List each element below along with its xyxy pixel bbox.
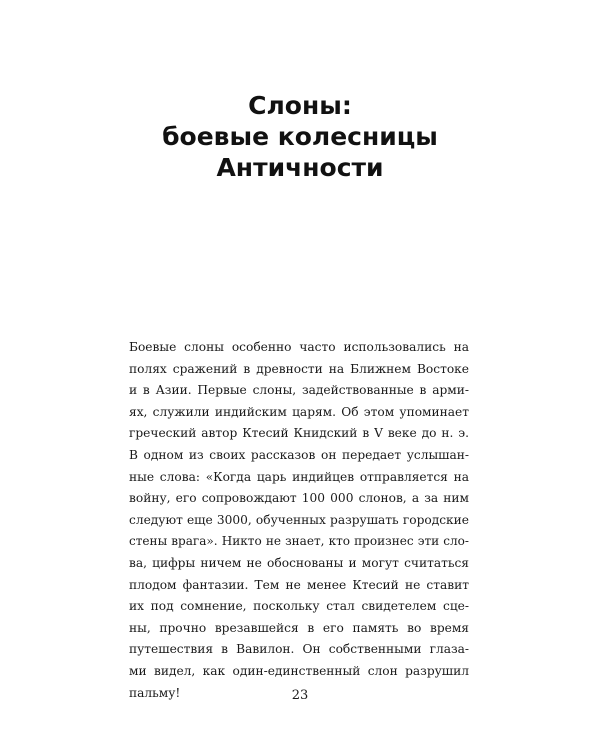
- text-line: путешествия в Вавилон. Он собственными глаза-: [129, 642, 469, 657]
- chapter-title-line: Античности: [216, 153, 384, 182]
- text-line: В одном из своих рассказов он передает услышан-: [129, 447, 469, 462]
- chapter-title-line: боевые колесницы: [162, 122, 438, 151]
- text-line: греческий автор Ктесий Книдский в V веке до н. э.: [129, 426, 469, 441]
- text-line: их под сомнение, поскольку стал свидетелем сце-: [129, 599, 469, 614]
- text-line: полях сражений в древности на Ближнем Востоке: [129, 361, 469, 376]
- text-line: стены врага». Никто не знает, кто произнес эти сло-: [129, 534, 469, 549]
- text-line: ные слова: «Когда царь индийцев отправляется на: [129, 469, 469, 484]
- text-line: пальму!: [129, 685, 181, 700]
- chapter-title-line: Слоны:: [248, 91, 352, 120]
- text-line: ны, прочно врезавшейся в его память во время: [129, 620, 469, 635]
- text-line: и в Азии. Первые слоны, задействованные в арми-: [129, 383, 469, 398]
- body-paragraph: [129, 337, 469, 704]
- text-line: ях, служили индийским царям. Об этом упоминает: [129, 404, 469, 419]
- chapter-title: [0, 90, 600, 183]
- page-number: 23: [291, 688, 309, 703]
- text-line: Боевые слоны особенно часто использовались на: [129, 340, 469, 354]
- text-line: плодом фантазии. Тем не менее Ктесий не ставит: [129, 577, 469, 592]
- text-line: ми видел, как один-единственный слон разрушил: [129, 663, 469, 678]
- text-line: ва, цифры ничем не обоснованы и могут считаться: [129, 555, 469, 570]
- text-line: войну, его сопровождают 100 000 слонов, а за ним: [129, 491, 469, 506]
- text-line: следуют еще 3000, обученных разрушать городские: [129, 512, 469, 527]
